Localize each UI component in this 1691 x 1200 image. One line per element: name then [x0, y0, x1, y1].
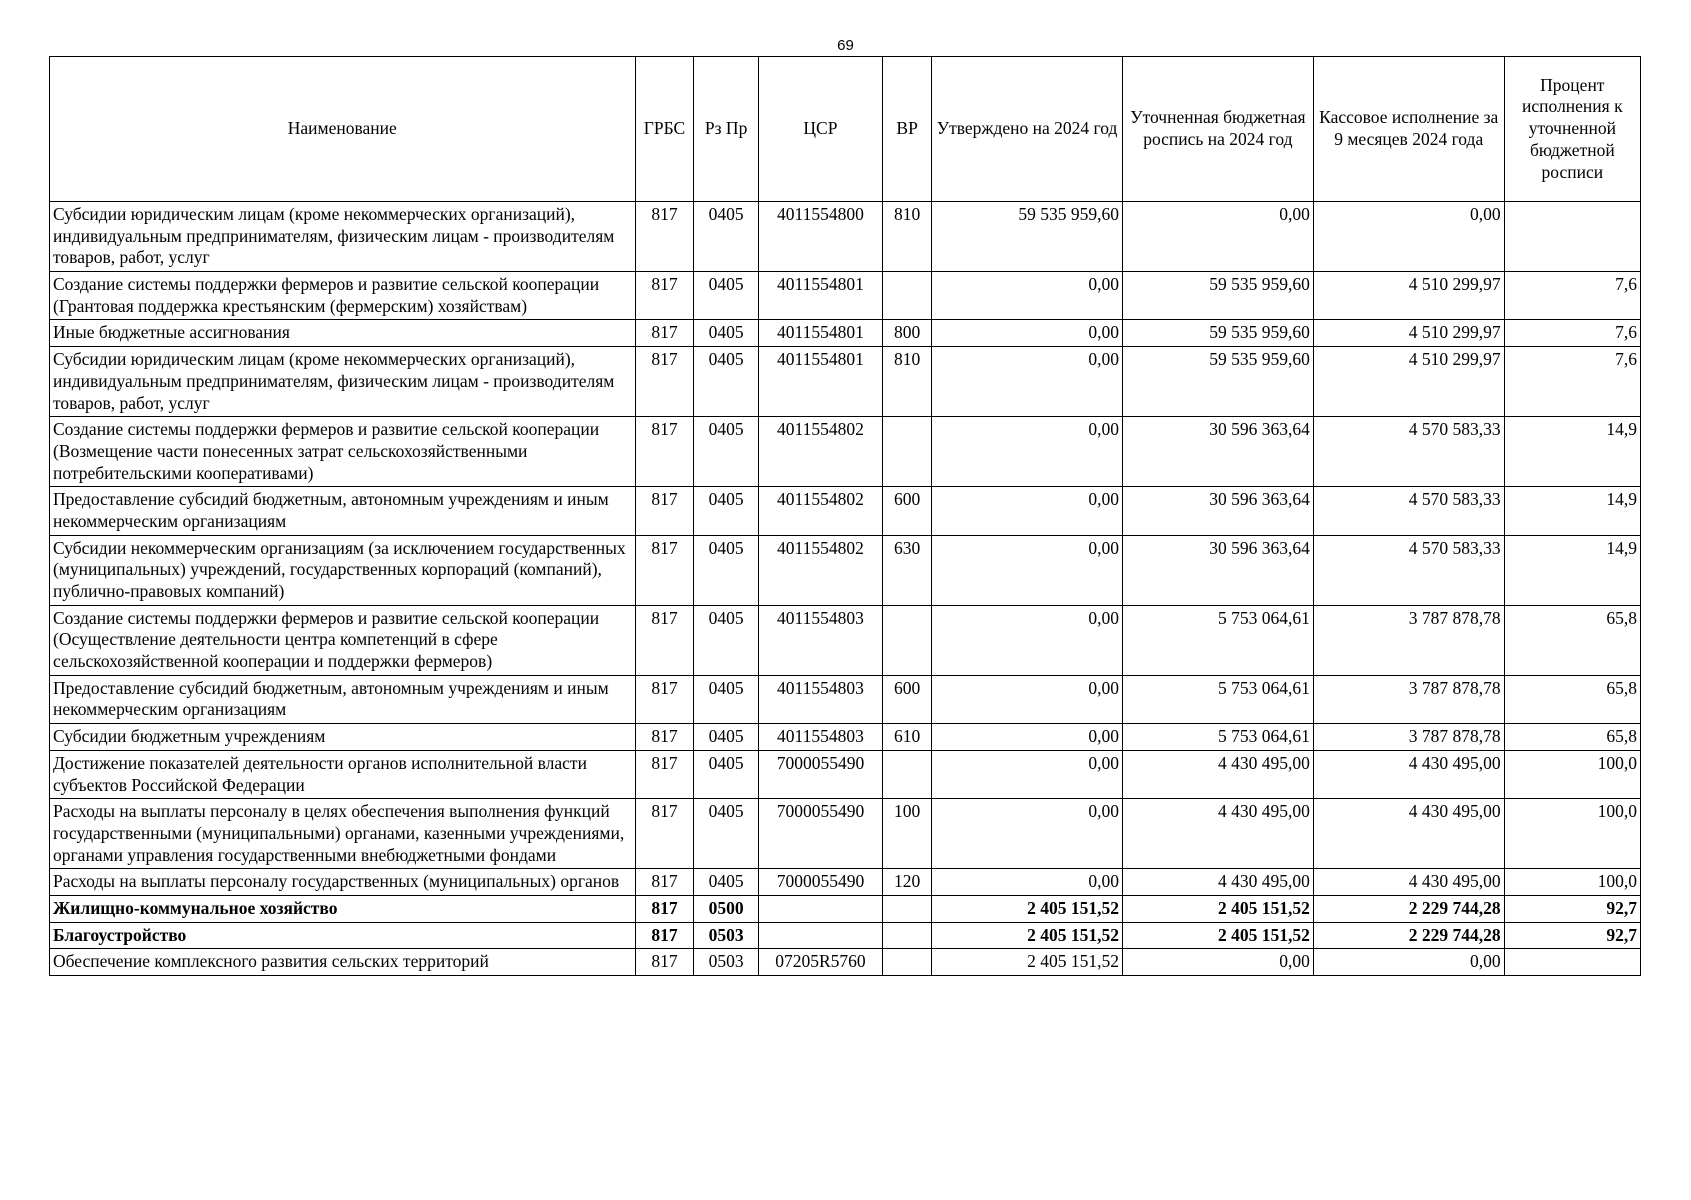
table-row — [50, 750, 1641, 798]
page-number: 69 — [837, 37, 854, 54]
cell-vr — [883, 750, 932, 798]
cell-grbs: 817 — [635, 272, 694, 320]
cell-rzpr: 0405 — [694, 675, 758, 723]
cell-vr: 120 — [883, 869, 932, 896]
cell-refined: 59 535 959,60 — [1122, 272, 1313, 320]
cell-cash: 4 430 495,00 — [1313, 750, 1504, 798]
header-approved: Утверждено на 2024 год — [932, 57, 1123, 202]
table-body — [50, 202, 1641, 976]
cell-grbs: 817 — [635, 869, 694, 896]
cell-percent — [1504, 949, 1640, 976]
table-row — [50, 869, 1641, 896]
cell-refined: 4 430 495,00 — [1122, 799, 1313, 869]
cell-name: Жилищно-коммунальное хозяйство — [50, 895, 636, 922]
cell-name: Достижение показателей деятельности органов исполнительной власти субъектов Российской Федерации — [50, 750, 636, 798]
cell-rzpr: 0405 — [694, 202, 758, 272]
cell-grbs: 817 — [635, 605, 694, 675]
table-row — [50, 272, 1641, 320]
cell-csr: 4011554801 — [758, 347, 882, 417]
cell-refined: 59 535 959,60 — [1122, 320, 1313, 347]
cell-cash: 0,00 — [1313, 949, 1504, 976]
cell-vr: 600 — [883, 675, 932, 723]
cell-cash: 2 229 744,28 — [1313, 922, 1504, 949]
cell-grbs: 817 — [635, 750, 694, 798]
cell-grbs: 817 — [635, 922, 694, 949]
cell-refined: 5 753 064,61 — [1122, 675, 1313, 723]
cell-name: Обеспечение комплексного развития сельских территорий — [50, 949, 636, 976]
cell-approved: 2 405 151,52 — [932, 922, 1123, 949]
cell-cash: 4 510 299,97 — [1313, 320, 1504, 347]
cell-vr: 610 — [883, 724, 932, 751]
table-row — [50, 535, 1641, 605]
cell-grbs: 817 — [635, 202, 694, 272]
cell-csr: 4011554803 — [758, 724, 882, 751]
cell-rzpr: 0405 — [694, 417, 758, 487]
cell-percent: 65,8 — [1504, 675, 1640, 723]
cell-csr: 4011554802 — [758, 535, 882, 605]
table-row — [50, 895, 1641, 922]
cell-vr: 810 — [883, 347, 932, 417]
cell-vr — [883, 949, 932, 976]
cell-name: Расходы на выплаты персоналу в целях обеспечения выполнения функций государственными (муниципальными) органами, казенными учреждениями, органами управления государственными внебюджетными фондами — [50, 799, 636, 869]
cell-cash: 2 229 744,28 — [1313, 895, 1504, 922]
cell-refined: 30 596 363,64 — [1122, 535, 1313, 605]
cell-grbs: 817 — [635, 949, 694, 976]
cell-approved: 2 405 151,52 — [932, 895, 1123, 922]
cell-percent: 7,6 — [1504, 320, 1640, 347]
cell-cash: 4 510 299,97 — [1313, 347, 1504, 417]
cell-vr: 800 — [883, 320, 932, 347]
cell-csr: 07205R5760 — [758, 949, 882, 976]
cell-vr: 810 — [883, 202, 932, 272]
cell-grbs: 817 — [635, 724, 694, 751]
cell-rzpr: 0405 — [694, 487, 758, 535]
cell-vr: 100 — [883, 799, 932, 869]
header-csr: ЦСР — [758, 57, 882, 202]
cell-percent: 100,0 — [1504, 750, 1640, 798]
cell-rzpr: 0405 — [694, 799, 758, 869]
cell-percent: 65,8 — [1504, 724, 1640, 751]
cell-rzpr: 0500 — [694, 895, 758, 922]
cell-rzpr: 0405 — [694, 347, 758, 417]
cell-cash: 4 430 495,00 — [1313, 869, 1504, 896]
cell-name: Субсидии юридическим лицам (кроме некоммерческих организаций), индивидуальным предпринимателям, физическим лицам - производителям товаров, работ, услуг — [50, 202, 636, 272]
cell-csr: 4011554803 — [758, 675, 882, 723]
cell-approved: 0,00 — [932, 869, 1123, 896]
cell-name: Создание системы поддержки фермеров и развитие сельской кооперации (Грантовая поддержка крестьянским (фермерским) хозяйствам) — [50, 272, 636, 320]
cell-name: Создание системы поддержки фермеров и развитие сельской кооперации (Возмещение части понесенных затрат сельскохозяйственными потребительскими кооперативами) — [50, 417, 636, 487]
cell-approved: 0,00 — [932, 750, 1123, 798]
cell-grbs: 817 — [635, 320, 694, 347]
table-row — [50, 417, 1641, 487]
cell-approved: 0,00 — [932, 320, 1123, 347]
cell-grbs: 817 — [635, 487, 694, 535]
header-grbs: ГРБС — [635, 57, 694, 202]
cell-cash: 3 787 878,78 — [1313, 605, 1504, 675]
cell-refined: 5 753 064,61 — [1122, 724, 1313, 751]
cell-csr: 7000055490 — [758, 799, 882, 869]
cell-name: Благоустройство — [50, 922, 636, 949]
header-name: Наименование — [50, 57, 636, 202]
cell-cash: 4 510 299,97 — [1313, 272, 1504, 320]
cell-percent: 100,0 — [1504, 869, 1640, 896]
cell-grbs: 817 — [635, 347, 694, 417]
cell-percent: 100,0 — [1504, 799, 1640, 869]
cell-name: Предоставление субсидий бюджетным, автономным учреждениям и иным некоммерческим организациям — [50, 487, 636, 535]
cell-refined: 2 405 151,52 — [1122, 922, 1313, 949]
cell-approved: 59 535 959,60 — [932, 202, 1123, 272]
cell-cash: 4 430 495,00 — [1313, 799, 1504, 869]
cell-approved: 0,00 — [932, 347, 1123, 417]
cell-name: Расходы на выплаты персоналу государственных (муниципальных) органов — [50, 869, 636, 896]
cell-cash: 4 570 583,33 — [1313, 487, 1504, 535]
cell-csr — [758, 922, 882, 949]
table-row — [50, 487, 1641, 535]
cell-rzpr: 0405 — [694, 535, 758, 605]
cell-cash: 3 787 878,78 — [1313, 724, 1504, 751]
cell-rzpr: 0405 — [694, 272, 758, 320]
cell-percent: 92,7 — [1504, 895, 1640, 922]
cell-approved: 2 405 151,52 — [932, 949, 1123, 976]
cell-refined: 30 596 363,64 — [1122, 487, 1313, 535]
cell-refined: 4 430 495,00 — [1122, 750, 1313, 798]
cell-rzpr: 0503 — [694, 949, 758, 976]
cell-csr: 4011554801 — [758, 320, 882, 347]
cell-csr: 7000055490 — [758, 750, 882, 798]
cell-cash: 0,00 — [1313, 202, 1504, 272]
cell-name: Предоставление субсидий бюджетным, автономным учреждениям и иным некоммерческим организациям — [50, 675, 636, 723]
cell-rzpr: 0405 — [694, 320, 758, 347]
cell-csr: 4011554803 — [758, 605, 882, 675]
cell-refined: 0,00 — [1122, 949, 1313, 976]
cell-grbs: 817 — [635, 417, 694, 487]
cell-csr: 4011554802 — [758, 417, 882, 487]
cell-percent: 7,6 — [1504, 272, 1640, 320]
cell-vr: 630 — [883, 535, 932, 605]
cell-rzpr: 0405 — [694, 605, 758, 675]
table-row — [50, 202, 1641, 272]
header-rzpr: Рз Пр — [694, 57, 758, 202]
cell-grbs: 817 — [635, 895, 694, 922]
cell-refined: 59 535 959,60 — [1122, 347, 1313, 417]
cell-cash: 4 570 583,33 — [1313, 417, 1504, 487]
cell-csr: 4011554802 — [758, 487, 882, 535]
table-row — [50, 949, 1641, 976]
cell-approved: 0,00 — [932, 605, 1123, 675]
cell-rzpr: 0405 — [694, 869, 758, 896]
cell-name: Субсидии некоммерческим организациям (за исключением государственных (муниципальных) учреждений, государственных корпораций (компаний), публично-правовых компаний) — [50, 535, 636, 605]
cell-refined: 5 753 064,61 — [1122, 605, 1313, 675]
cell-csr: 7000055490 — [758, 869, 882, 896]
cell-approved: 0,00 — [932, 487, 1123, 535]
cell-refined: 2 405 151,52 — [1122, 895, 1313, 922]
cell-csr — [758, 895, 882, 922]
header-vr: ВР — [883, 57, 932, 202]
table-row — [50, 347, 1641, 417]
table-row — [50, 605, 1641, 675]
cell-percent — [1504, 202, 1640, 272]
cell-vr — [883, 605, 932, 675]
header-cash: Кассовое исполнение за 9 месяцев 2024 года — [1313, 57, 1504, 202]
cell-percent: 14,9 — [1504, 487, 1640, 535]
cell-csr: 4011554800 — [758, 202, 882, 272]
cell-approved: 0,00 — [932, 535, 1123, 605]
cell-percent: 14,9 — [1504, 535, 1640, 605]
cell-rzpr: 0503 — [694, 922, 758, 949]
cell-percent: 65,8 — [1504, 605, 1640, 675]
cell-name: Иные бюджетные ассигнования — [50, 320, 636, 347]
table-row — [50, 320, 1641, 347]
cell-grbs: 817 — [635, 675, 694, 723]
cell-rzpr: 0405 — [694, 724, 758, 751]
cell-refined: 0,00 — [1122, 202, 1313, 272]
cell-approved: 0,00 — [932, 272, 1123, 320]
cell-percent: 14,9 — [1504, 417, 1640, 487]
cell-refined: 4 430 495,00 — [1122, 869, 1313, 896]
cell-name: Субсидии юридическим лицам (кроме некоммерческих организаций), индивидуальным предпринимателям, физическим лицам - производителям товаров, работ, услуг — [50, 347, 636, 417]
cell-grbs: 817 — [635, 799, 694, 869]
cell-refined: 30 596 363,64 — [1122, 417, 1313, 487]
cell-approved: 0,00 — [932, 724, 1123, 751]
header-refined: Уточненная бюджетная роспись на 2024 год — [1122, 57, 1313, 202]
header-percent: Процент исполнения к уточненной бюджетной росписи — [1504, 57, 1640, 202]
cell-vr — [883, 272, 932, 320]
table-row — [50, 675, 1641, 723]
cell-name: Создание системы поддержки фермеров и развитие сельской кооперации (Осуществление деятельности центра компетенций в сфере сельскохозяйственной кооперации и поддержки фермеров) — [50, 605, 636, 675]
table-row — [50, 724, 1641, 751]
budget-table — [49, 56, 1641, 976]
cell-name: Субсидии бюджетным учреждениям — [50, 724, 636, 751]
cell-approved: 0,00 — [932, 799, 1123, 869]
cell-approved: 0,00 — [932, 417, 1123, 487]
table-row — [50, 922, 1641, 949]
cell-grbs: 817 — [635, 535, 694, 605]
cell-cash: 4 570 583,33 — [1313, 535, 1504, 605]
cell-rzpr: 0405 — [694, 750, 758, 798]
cell-csr: 4011554801 — [758, 272, 882, 320]
cell-percent: 92,7 — [1504, 922, 1640, 949]
table-row — [50, 799, 1641, 869]
header-row — [50, 57, 1641, 202]
cell-vr — [883, 922, 932, 949]
cell-cash: 3 787 878,78 — [1313, 675, 1504, 723]
cell-percent: 7,6 — [1504, 347, 1640, 417]
cell-vr — [883, 417, 932, 487]
cell-approved: 0,00 — [932, 675, 1123, 723]
cell-vr — [883, 895, 932, 922]
cell-vr: 600 — [883, 487, 932, 535]
